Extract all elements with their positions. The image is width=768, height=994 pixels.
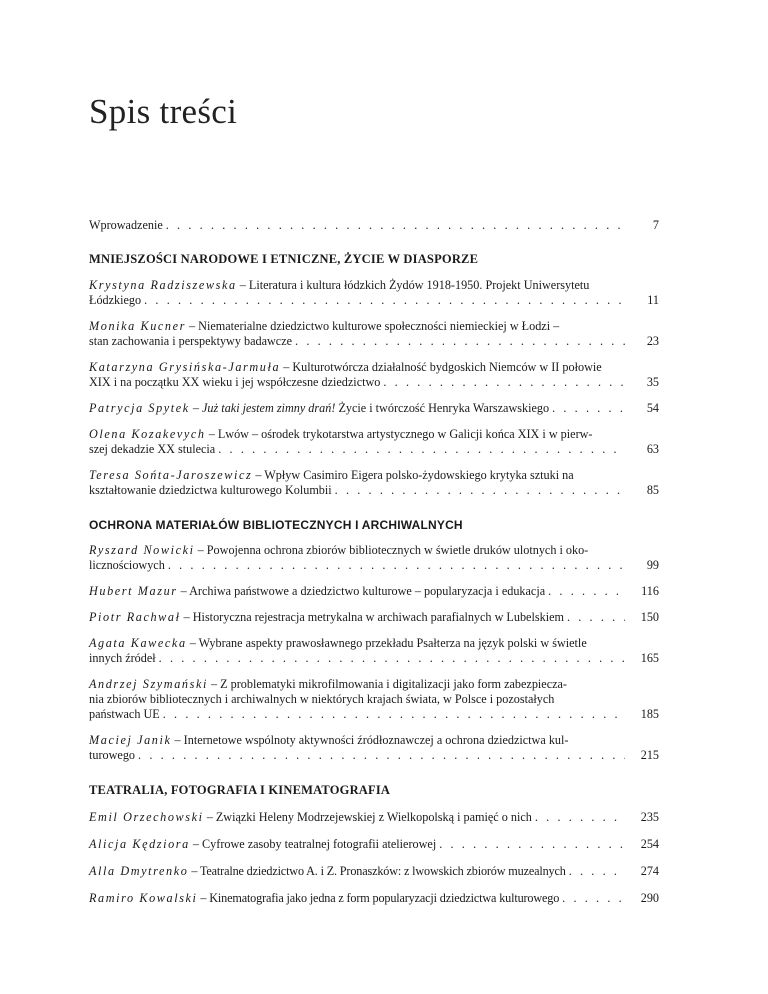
page-number: 150 <box>640 610 659 624</box>
page-number: 99 <box>646 558 659 572</box>
dot-leader <box>168 558 625 573</box>
section-heading: OCHRONA MATERIAŁÓW BIBLIOTECZNYCH I ARCHIWALNYCH <box>89 518 463 532</box>
toc-entry <box>89 677 659 722</box>
page-number: 254 <box>640 837 659 851</box>
entry-title-cont: innych źródeł <box>89 651 156 665</box>
entry-author: Andrzej Szymański <box>89 677 208 691</box>
dot-leader <box>552 401 625 416</box>
toc-entry-intro <box>89 218 659 233</box>
entry-author: Agata Kawecka <box>89 636 187 650</box>
dot-leader <box>567 610 625 625</box>
dot-leader <box>439 837 625 852</box>
entry-title-cont: turowego <box>89 748 136 762</box>
entry-title: – Niematerialne dziedzictwo kulturowe społeczności niemieckiej w Łodzi – <box>185 319 560 333</box>
toc-entry <box>89 810 659 825</box>
entry-title: – Kinematografia jako jedna z form popularyzacji dziedzictwa kulturowego <box>197 891 560 905</box>
toc-entry <box>89 468 659 498</box>
page-number: 85 <box>646 483 659 497</box>
entry-author: Patrycja Spytek <box>89 401 190 415</box>
entry-author: Krystyna Radziszewska <box>89 278 237 292</box>
toc-entry <box>89 401 659 416</box>
toc-entry <box>89 610 659 625</box>
dot-leader <box>166 218 625 233</box>
section-heading: TEATRALIA, FOTOGRAFIA I KINEMATOGRAFIA <box>89 783 391 797</box>
entry-title: – Lwów – ośrodek trykotarstwa artystycznego w Galicji końca XIX i w pierw- <box>205 427 593 441</box>
entry-title: – Historyczna rejestracja metrykalna w archiwach parafialnych w Lubelskiem <box>180 610 564 624</box>
entry-title-cont: stan zachowania i perspektywy badawcze <box>89 334 293 348</box>
entry-title-cont: szej dekadzie XX stulecia <box>89 442 216 456</box>
entry-author: Ramiro Kowalski <box>89 891 198 905</box>
entry-title-cont: licznościowych <box>89 558 165 572</box>
entry-author: Piotr Rachwał <box>89 610 181 624</box>
dot-leader <box>335 483 625 498</box>
entry-title: – Teatralne dziedzictwo A. i Z. Pronaszków: z lwowskich zbiorów muzealnych <box>188 864 566 878</box>
toc-entry <box>89 636 659 666</box>
toc-entry <box>89 733 659 763</box>
entry-author: Olena Kozakevych <box>89 427 206 441</box>
table-of-contents <box>89 218 659 906</box>
dot-leader <box>163 707 625 722</box>
entry-title-cont: XIX i na początku XX wieku i jej współczesne dziedzictwo <box>89 375 381 389</box>
page-number: 274 <box>640 864 659 878</box>
entry-title: – Związki Heleny Modrzejewskiej z Wielkopolską i pamięć o nich <box>203 810 532 824</box>
entry-title: – Literatura i kultura łódzkich Żydów 1918-1950. Projekt Uniwersytetu <box>236 278 590 292</box>
entry-title: – Wpływ Casimiro Eigera polsko-żydowskiego krytyka sztuki na <box>252 468 574 482</box>
entry-title-cont: kształtowanie dziedzictwa kulturowego Kolumbii <box>89 483 332 497</box>
entry-title: Wprowadzenie <box>89 218 163 232</box>
dot-leader <box>144 293 625 308</box>
entry-title: – Z problematyki mikrofilmowania i digitalizacji jako form zabezpiecza- <box>207 677 567 691</box>
section-heading: MNIEJSZOŚCI NARODOWE I ETNICZNE, ŻYCIE W DIASPORZE <box>89 252 479 266</box>
page-number: 63 <box>646 442 659 456</box>
entry-author: Alla Dmytrenko <box>89 864 189 878</box>
entry-title: – Cyfrowe zasoby teatralnej fotografii atelierowej <box>189 837 437 851</box>
dot-leader <box>159 651 625 666</box>
entry-author: Emil Orzechowski <box>89 810 204 824</box>
entry-work-title: – Już taki jestem zimny drań! <box>189 401 336 415</box>
toc-entry <box>89 278 659 308</box>
page-number: 185 <box>640 707 659 721</box>
entry-title: – Archiwa państwowe a dziedzictwo kulturowe – popularyzacja i edukacja <box>177 584 546 598</box>
entry-author: Alicja Kędziora <box>89 837 190 851</box>
page-number: 235 <box>640 810 659 824</box>
entry-title: – Wybrane aspekty prawosławnego przekładu Psałterza na język polski w świetle <box>186 636 587 650</box>
dot-leader <box>548 584 625 599</box>
entry-author: Hubert Mazur <box>89 584 178 598</box>
page-number: 23 <box>646 334 659 348</box>
toc-entry <box>89 837 659 852</box>
page-number: 215 <box>640 748 659 762</box>
dot-leader <box>218 442 625 457</box>
toc-entry <box>89 360 659 390</box>
dot-leader <box>569 864 625 879</box>
toc-entry <box>89 584 659 599</box>
entry-title: – Powojenna ochrona zbiorów bibliotecznych w świetle druków ulotnych i oko- <box>194 543 589 557</box>
entry-author: Ryszard Nowicki <box>89 543 195 557</box>
toc-entry <box>89 864 659 879</box>
entry-title-cont: nia zbiorów bibliotecznych i archiwalnych w niektórych krajach świata, w Polsce i pozostałych <box>89 692 555 706</box>
page-number: 7 <box>652 218 659 232</box>
toc-entry <box>89 427 659 457</box>
page-number: 11 <box>647 293 659 307</box>
toc-entry <box>89 891 659 906</box>
entry-title-cont: państwach UE <box>89 707 160 721</box>
toc-entry <box>89 543 659 573</box>
dot-leader <box>295 334 625 349</box>
entry-author: Monika Kucner <box>89 319 186 333</box>
page-number: 35 <box>646 375 659 389</box>
dot-leader <box>535 810 625 825</box>
page-number: 165 <box>640 651 659 665</box>
dot-leader <box>383 375 625 390</box>
entry-author: Maciej Janik <box>89 733 172 747</box>
entry-title-cont: Łódzkiego <box>89 293 142 307</box>
page-number: 54 <box>646 401 659 415</box>
page-number: 290 <box>640 891 659 905</box>
dot-leader <box>138 748 625 763</box>
page-number: 116 <box>641 584 659 598</box>
page-title: Spis treści <box>89 92 238 131</box>
toc-entry <box>89 319 659 349</box>
entry-author: Katarzyna Grysińska-Jarmuła <box>89 360 281 374</box>
entry-title: – Internetowe wspólnoty aktywności źródłoznawczej a ochrona dziedzictwa kul- <box>171 733 569 747</box>
entry-title: – Kulturotwórcza działalność bydgoskich Niemców w II połowie <box>280 360 602 374</box>
entry-author: Teresa Sońta-Jaroszewicz <box>89 468 253 482</box>
dot-leader <box>562 891 625 906</box>
entry-title: Życie i twórczość Henryka Warszawskiego <box>335 401 550 415</box>
